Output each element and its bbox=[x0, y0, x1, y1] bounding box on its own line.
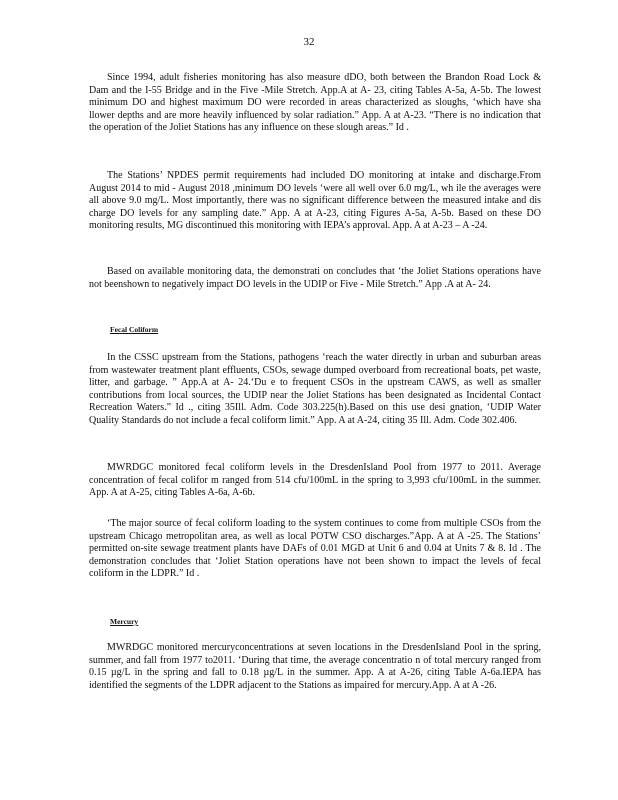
page-number: 32 bbox=[303, 36, 315, 48]
paragraph-text: ‘The major source of fecal coliform loading to the system continues to come from multiple CSOs from the upstream Chicago metropolitan area, as well as local POTW CSO discharges.”App. A at A -25. The Stations’ permitted on-site sewage treatment plants have DAFs of 0.01 MGD at Unit 6 and 0.04 at Units 7 & 8. Id . The demonstration concludes that ‘Joliet Station operations have not been shown to impact the levels of fecal coliform in the LDPR.” Id . bbox=[89, 518, 541, 580]
paragraph-text: MWRDGC monitored fecal coliform levels in the DresdenIsland Pool from 1977 to 2011. Average concentration of fecal colifor m ranged from 514 cfu/100mL in the spring to 3,993 cfu/100mL in the summer. App. A at A-25, citing Tables A-6a, A-6b. bbox=[89, 462, 541, 499]
paragraph-do-conclusion bbox=[89, 266, 541, 291]
paragraph-text: The Stations’ NPDES permit requirements had included DO monitoring at intake and discharge.From August 2014 to mid - August 2018 ,minimum DO levels ‘were all well over 6.0 mg/L, wh ile the averages were all above 9.0 mg/L. Most importantly, there was no significant difference between the measured intake and dis charge DO levels for any sampling date.” App. A at A-23, citing Figures A-5a, A-5b. Based on these DO monitoring results, MG discontinued this monitoring with IEPA’s approval. App. A at A-23 – A -24. bbox=[89, 170, 541, 232]
section-heading-mercury: Mercury bbox=[110, 617, 139, 626]
paragraph-dissolved-oxygen-fisheries bbox=[89, 72, 541, 135]
paragraph-fecal-sources bbox=[89, 518, 541, 581]
section-heading-fecal-coliform: Fecal Coliform bbox=[110, 325, 159, 334]
paragraph-text: Since 1994, adult fisheries monitoring has also measure dDO, both between the Brandon Road Lock & Dam and the I-55 Bridge and in the Five -Mile Stretch. App.A at A- 23, citing Tables A-5a, A-5b. The lowest minimum DO and highest maximum DO were recorded in areas characterized as sloughs, ‘which have sha llower depths and are more heavily influenced by solar radiation.” App. A at A-23. “There is no indication that the operation of the Joliet Stations has any influence on these slough areas.” Id . bbox=[89, 72, 541, 134]
paragraph-text: MWRDGC monitored mercuryconcentrations at seven locations in the DresdenIsland Pool in the spring, summer, and fall from 1977 to2011. ‘During that time, the average concentratio n of total mercury ranged from 0.15 µg/L in the spring and fall to 0.18 µg/L in the summer. App. A at A-26, citing Table A-6a.IEPA has identified the segments of the LDPR adjacent to the Stations as impaired for mercury.App. A at A -26. bbox=[89, 642, 541, 691]
paragraph-pathogens bbox=[89, 352, 541, 428]
paragraph-npdes-monitoring bbox=[89, 170, 541, 233]
paragraph-text: In the CSSC upstream from the Stations, pathogens ‘reach the water directly in urban and suburban areas from wastewater treatment plant effluents, CSOs, sewage dumped overboard from recreational boats, pet waste, litter, and garbage. ” App.A at A- 24.‘Du e to frequent CSOs in the upstream CAWS, as well as smaller contributions from local sources, the UDIP near the Joliet Stations has been designated as Incidental Contact Recreation Waters.” Id ., citing 35Ill. Adm. Code 303.225(h).Based on this use desi gnation, ‘UDIP Water Quality Standards do not include a fecal coliform limit.” App. A at A-24, citing 35 Ill. Adm. Code 302.406. bbox=[89, 352, 541, 426]
paragraph-mercury bbox=[89, 642, 541, 692]
paragraph-text: Based on available monitoring data, the demonstrati on concludes that ‘the Joliet Stations operations have not beenshown to negatively impact DO levels in the UDIP or Five - Mile Stretch.” App .A at A- 24. bbox=[89, 266, 541, 290]
paragraph-fecal-monitoring bbox=[89, 462, 541, 500]
